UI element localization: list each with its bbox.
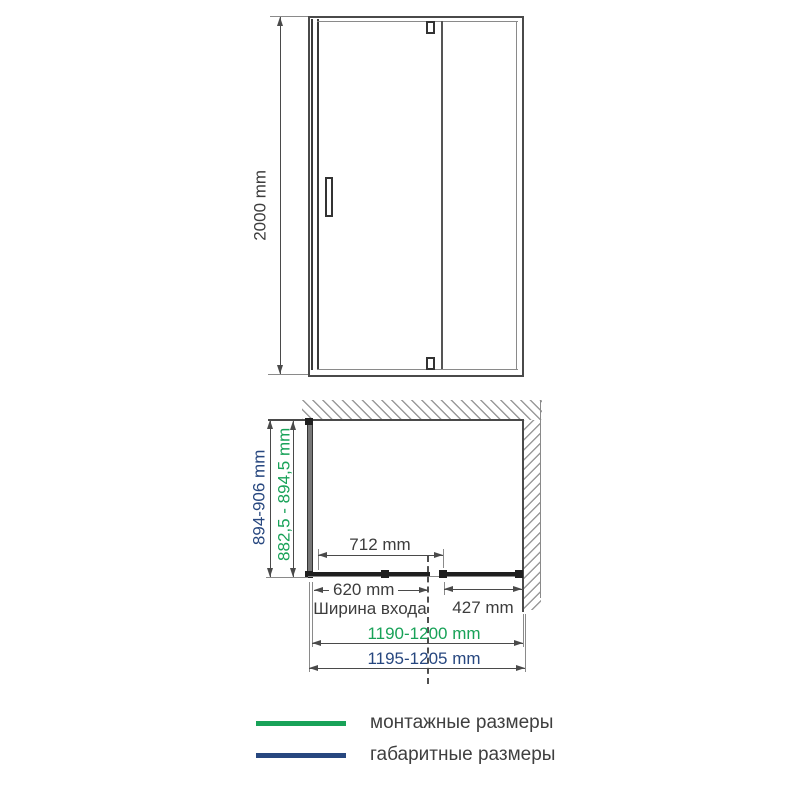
door-width-label: 712 mm (349, 535, 411, 554)
arrow-left-icon (309, 665, 318, 671)
ext-line-bottom (268, 374, 308, 375)
door-panel-plan (312, 572, 430, 576)
height-dimension-label: 2000 mm (250, 169, 270, 241)
overall-depth-dimension-line (270, 420, 271, 577)
arrow-down-icon (290, 568, 296, 577)
door-divider-line (441, 21, 443, 369)
overall-legend-label: габаритные размеры (370, 744, 556, 765)
right-wall-hatch (523, 420, 541, 610)
arrow-up-icon (267, 420, 273, 429)
arrow-down-icon (277, 365, 283, 374)
fixed-panel-left-bracket (439, 570, 447, 578)
arrow-right-icon (419, 587, 428, 593)
overall-depth-label: 894-906 mm (249, 449, 269, 546)
ext-line-top (270, 16, 308, 17)
fixed-width-dimension-line (444, 589, 522, 590)
ext-line (266, 577, 308, 578)
arrow-left-icon (314, 587, 323, 593)
side-panel-top-bracket (305, 418, 313, 425)
bottom-hinge-clip (426, 357, 435, 370)
right-wall-outer-line (540, 400, 541, 598)
ext-line (525, 614, 526, 672)
ext-line (443, 549, 444, 568)
fixed-panel-right-bracket (515, 570, 523, 578)
left-wall-profile (311, 19, 319, 370)
frame-inner-bottom-line (317, 369, 518, 370)
door-width-dimension-line (318, 555, 443, 556)
arrow-up-icon (277, 17, 283, 26)
entrance-caption: Ширина входа (313, 599, 427, 618)
fixed-width-label: 427 mm (452, 598, 514, 617)
arrow-left-icon (312, 640, 321, 646)
mounting-color-swatch (256, 721, 346, 726)
top-wall-hatch (302, 400, 542, 420)
door-pivot-block (381, 570, 389, 578)
mounting-legend-label: монтажные размеры (370, 712, 554, 733)
frame-inner-right-line (516, 21, 517, 369)
arrow-down-icon (267, 568, 273, 577)
door-handle (325, 177, 333, 217)
entrance-width-label: 620 mm (329, 581, 398, 600)
arrow-left-icon (444, 586, 453, 592)
right-wall-face-line (522, 419, 524, 612)
mounting-width-label: 1190-1200 mm (367, 624, 481, 643)
door-frame-outline (308, 16, 524, 377)
ext-line (309, 582, 310, 672)
side-glass-panel (307, 418, 313, 578)
overall-color-swatch (256, 753, 346, 758)
ext-line (312, 582, 313, 647)
overall-width-label: 1195-1205 mm (367, 649, 481, 668)
frame-inner-top-line (317, 21, 518, 22)
mounting-depth-label: 882,5 - 894,5 mm (274, 427, 294, 561)
fixed-panel-plan (440, 572, 523, 576)
front-baseline (308, 576, 523, 577)
height-dimension-line (280, 17, 281, 374)
top-hinge-clip (426, 21, 435, 34)
arrow-right-icon (513, 586, 522, 592)
